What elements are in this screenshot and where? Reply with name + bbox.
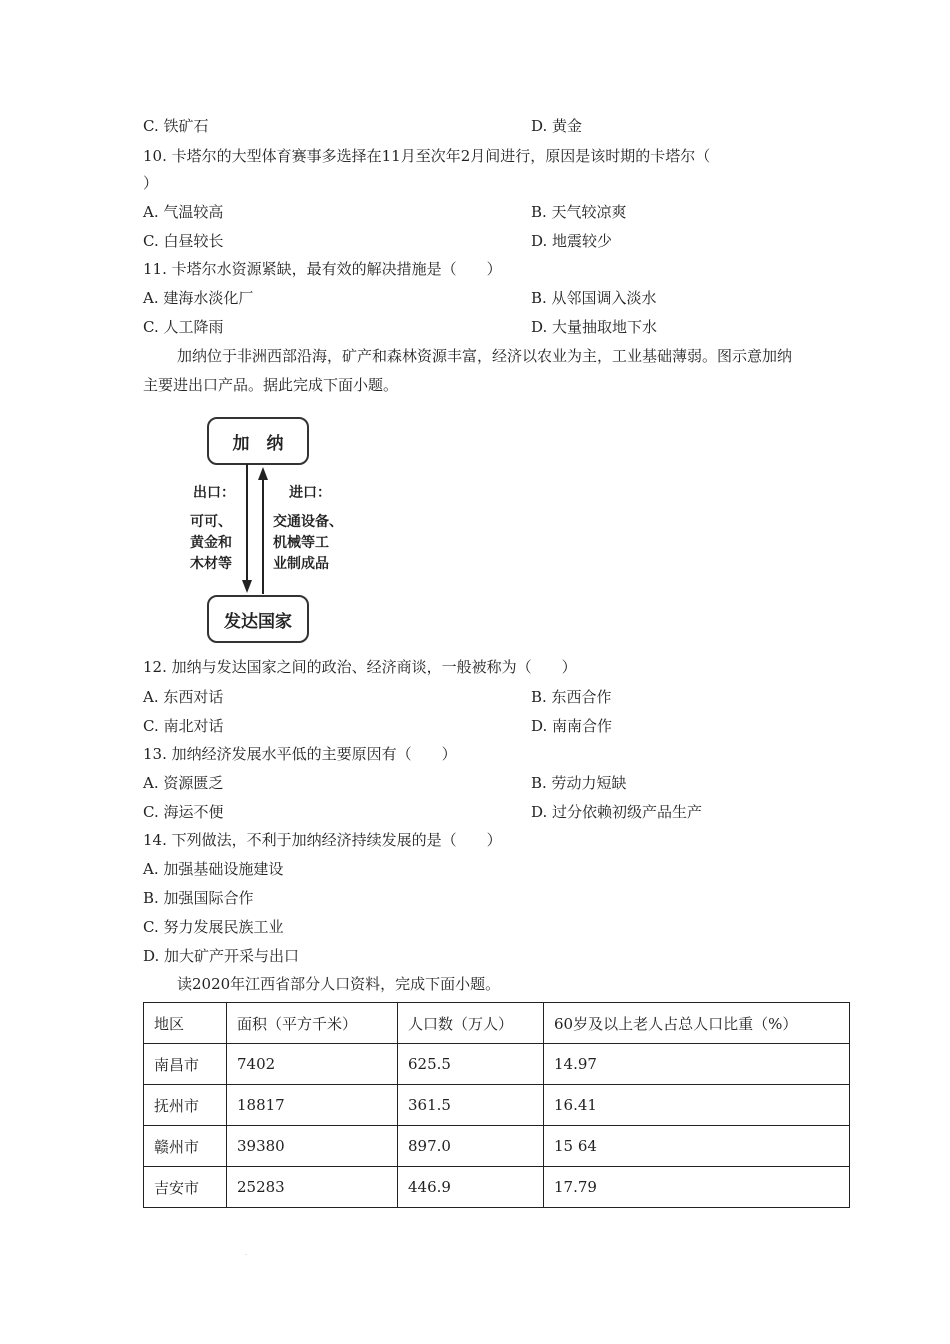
export-item: 木材等 bbox=[190, 556, 232, 572]
q13-option-b: B. 劳动力短缺 bbox=[531, 774, 627, 792]
table-cell: 14.97 bbox=[544, 1044, 850, 1085]
table-cell: 17.79 bbox=[544, 1167, 850, 1208]
table-cell: 39380 bbox=[227, 1126, 398, 1167]
q13-stem: 13. 加纳经济发展水平低的主要原因有（ ） bbox=[143, 745, 457, 763]
q9-option-c: C. 铁矿石 bbox=[143, 117, 209, 135]
q10-option-c: C. 白昼较长 bbox=[143, 232, 224, 250]
import-label: 进口： bbox=[289, 485, 331, 501]
q10-stem-end: ） bbox=[143, 174, 159, 192]
table-row bbox=[144, 1085, 850, 1126]
table-header-cell: 60岁及以上老人占总人口比重（%） bbox=[544, 1003, 850, 1044]
q14-option-a: A. 加强基础设施建设 bbox=[143, 860, 284, 878]
q12-option-b: B. 东西合作 bbox=[531, 688, 612, 706]
table-cell: 抚州市 bbox=[144, 1085, 227, 1126]
q11-option-c: C. 人工降雨 bbox=[143, 318, 224, 336]
table-cell: 446.9 bbox=[398, 1167, 544, 1208]
q13-option-c: C. 海运不便 bbox=[143, 803, 224, 821]
q11-option-d: D. 大量抽取地下水 bbox=[531, 318, 658, 336]
q13-option-d: D. 过分依赖初级产品生产 bbox=[531, 803, 703, 821]
q14-option-d: D. 加大矿产开采与出口 bbox=[143, 947, 300, 965]
import-item: 交通设备、 bbox=[273, 514, 343, 530]
table-cell: 897.0 bbox=[398, 1126, 544, 1167]
export-arrow-head bbox=[242, 580, 252, 593]
ghana-box: 加 纳 bbox=[207, 417, 309, 465]
q10-option-d: D. 地震较少 bbox=[531, 232, 613, 250]
table-row bbox=[144, 1167, 850, 1208]
table-header-cell: 地区 bbox=[144, 1003, 227, 1044]
q11-option-b: B. 从邻国调入淡水 bbox=[531, 289, 657, 307]
table-cell: 25283 bbox=[227, 1167, 398, 1208]
export-items bbox=[190, 512, 232, 575]
population-table bbox=[143, 1002, 850, 1208]
table-cell: 7402 bbox=[227, 1044, 398, 1085]
q10-option-a: A. 气温较高 bbox=[143, 203, 224, 221]
import-item: 机械等工 bbox=[273, 535, 329, 551]
q12-option-c: C. 南北对话 bbox=[143, 717, 224, 735]
table-cell: 361.5 bbox=[398, 1085, 544, 1126]
q14-stem: 14. 下列做法，不利于加纳经济持续发展的是（ ） bbox=[143, 831, 502, 849]
export-item: 黄金和 bbox=[190, 535, 232, 551]
q11-stem: 11. 卡塔尔水资源紧缺，最有效的解决措施是（ ） bbox=[143, 260, 502, 278]
table-cell: 15 64 bbox=[544, 1126, 850, 1167]
import-item: 业制成品 bbox=[273, 556, 329, 572]
q12-option-a: A. 东西对话 bbox=[143, 688, 224, 706]
table-cell: 赣州市 bbox=[144, 1126, 227, 1167]
table-header-cell: 面积（平方千米） bbox=[227, 1003, 398, 1044]
table-cell: 625.5 bbox=[398, 1044, 544, 1085]
q11-option-a: A. 建海水淡化厂 bbox=[143, 289, 254, 307]
table-cell: 16.41 bbox=[544, 1085, 850, 1126]
table-row bbox=[144, 1044, 850, 1085]
q13-option-a: A. 资源匮乏 bbox=[143, 774, 224, 792]
q14-option-b: B. 加强国际合作 bbox=[143, 889, 254, 907]
q10-option-b: B. 天气较凉爽 bbox=[531, 203, 627, 221]
q14-option-c: C. 努力发展民族工业 bbox=[143, 918, 284, 936]
q10-stem: 10. 卡塔尔的大型体育赛事多选择在11月至次年2月间进行，原因是该时期的卡塔尔（ bbox=[143, 147, 711, 165]
table-cell: 18817 bbox=[227, 1085, 398, 1126]
table-row bbox=[144, 1126, 850, 1167]
jiangxi-intro: 读2020年江西省部分人口资料，完成下面小题。 bbox=[177, 975, 501, 993]
q12-option-d: D. 南南合作 bbox=[531, 717, 613, 735]
q12-stem: 12. 加纳与发达国家之间的政治、经济商谈，一般被称为（ ） bbox=[143, 658, 577, 676]
table-header-cell: 人口数（万人） bbox=[398, 1003, 544, 1044]
table-header-row bbox=[144, 1003, 850, 1044]
import-items bbox=[273, 512, 343, 575]
table-cell: 吉安市 bbox=[144, 1167, 227, 1208]
q9-option-d: D. 黄金 bbox=[531, 117, 583, 135]
table-cell: 南昌市 bbox=[144, 1044, 227, 1085]
export-label: 出口： bbox=[193, 485, 235, 501]
import-arrow-head bbox=[258, 467, 268, 480]
developed-countries-box: 发达国家 bbox=[207, 595, 309, 643]
page-mark: . bbox=[245, 1250, 247, 1257]
export-item: 可可、 bbox=[190, 514, 232, 530]
ghana-intro-paragraph: 加纳位于非洲西部沿海，矿产和森林资源丰富，经济以农业为主，工业基础薄弱。图示意加纳主要进出口产品。据此完成下面小题。 bbox=[143, 347, 793, 394]
